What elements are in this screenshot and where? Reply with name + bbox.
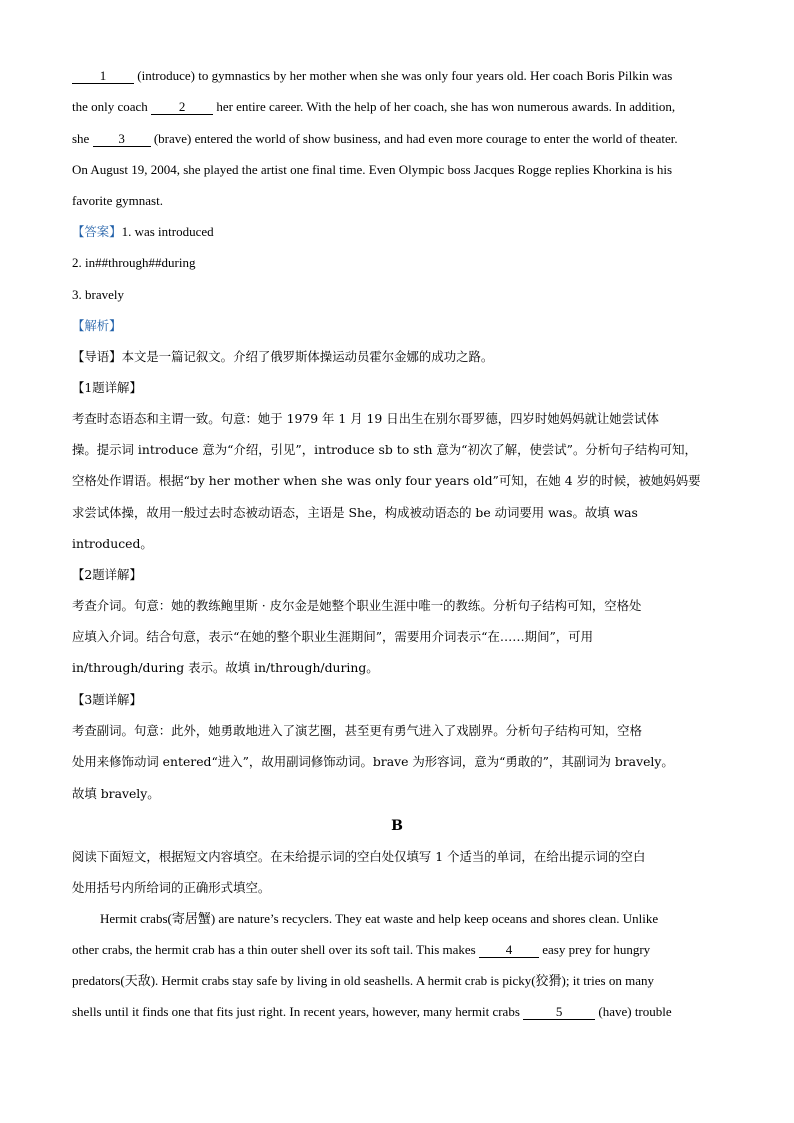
passage-b-line-1: Hermit crabs(寄居蟹) are nature’s recyclers. They eat waste and help keep oceans and shores clean. Unlike — [100, 911, 659, 926]
passage-line-5: favorite gymnast. — [72, 193, 163, 208]
guide-text: 本文是一篇记叙文。介绍了俄罗斯体操运动员霍尔金娜的成功之路。 — [121, 349, 494, 364]
passage-b-line-3: predators(天敌). Hermit crabs stay safe by living in old seashells. A hermit crab is picky(狡猾); it tries on many — [72, 973, 654, 988]
passage-text: her entire career. With the help of her coach, she has won numerous awards. In addition, — [216, 99, 676, 114]
passage-line-4: On August 19, 2004, she played the artist one final time. Even Olympic boss Jacques Rogge replies Khorkina is his — [72, 162, 673, 177]
passage-text: easy prey for hungry — [542, 942, 651, 957]
instruction-line: 阅读下面短文，根据短文内容填空。在未给提示词的空白处仅填写 1 个适当的单词，在给出提示词的空白 — [72, 849, 646, 864]
q3-title: 【3题详解】 — [72, 692, 142, 707]
answer-3: 3. bravely — [72, 287, 124, 302]
passage-text: (introduce) to gymnastics by her mother when she was only four years old. Her coach Boris Pilkin was — [137, 68, 673, 83]
guide-line — [72, 348, 742, 366]
q2-line: in/through/during 表示。故填 in/through/during。 — [72, 660, 379, 675]
passage-b-line-2 — [72, 941, 742, 959]
guide-label: 【导语】 — [72, 349, 122, 364]
q3-line: 考查副词。句意：此外，她勇敢地进入了演艺圈，甚至更有勇气进入了戏剧界。分析句子结构可知，空格 — [72, 723, 642, 738]
blank-2: 2 — [151, 100, 213, 115]
passage-text: other crabs, the hermit crab has a thin outer shell over its soft tail. This makes — [72, 942, 476, 957]
blank-5: 5 — [523, 1005, 595, 1020]
q1-line: 操。提示词 introduce 意为“介绍，引见”，introduce sb to sth 意为“初次了解，使尝试”。分析句子结构可知， — [72, 442, 697, 457]
answer-line-1 — [72, 223, 742, 241]
answer-label: 【答案】 — [72, 224, 122, 239]
passage-line-2 — [72, 98, 742, 116]
q2-line: 考查介词。句意：她的教练鲍里斯 · 皮尔金是她整个职业生涯中唯一的教练。分析句子结构可知，空格处 — [72, 598, 642, 613]
blank-3: 3 — [93, 132, 151, 147]
answer-1: 1. was introduced — [121, 224, 214, 239]
q1-line: 考查时态语态和主谓一致。句意：她于 1979 年 1 月 19 日出生在别尔哥罗德，四岁时她妈妈就让她尝试体 — [72, 411, 659, 426]
passage-line-1 — [72, 67, 742, 85]
passage-text: (brave) entered the world of show business, and had even more courage to enter the world of theater. — [153, 131, 678, 146]
q3-line: 故填 bravely。 — [72, 786, 160, 801]
blank-4: 4 — [479, 943, 539, 958]
passage-text: shells until it finds one that fits just right. In recent years, however, many hermit crabs — [72, 1004, 520, 1019]
q3-line: 处用来修饰动词 entered“进入”，故用副词修饰动词。brave 为形容词，意为“勇敢的”，其副词为 bravely。 — [72, 754, 674, 769]
analysis-label: 【解析】 — [72, 318, 122, 333]
q1-title: 【1题详解】 — [72, 380, 142, 395]
q2-line: 应填入介词。结合句意，表示“在她的整个职业生涯期间”，需要用介词表示“在……期间”，可用 — [72, 629, 593, 644]
q1-line: introduced。 — [72, 536, 153, 551]
passage-text: she — [72, 131, 90, 146]
q1-line: 求尝试体操，故用一般过去时态被动语态，主语是 She，构成被动语态的 be 动词要用 was。故填 was — [72, 505, 638, 520]
passage-text: the only coach — [72, 99, 148, 114]
blank-1: 1 — [72, 69, 134, 84]
q2-title: 【2题详解】 — [72, 567, 142, 582]
passage-b-line-4 — [72, 1003, 742, 1021]
passage-line-3 — [72, 130, 742, 148]
passage-text: (have) trouble — [598, 1004, 672, 1019]
answer-2: 2. in##through##during — [72, 255, 196, 270]
q1-line: 空格处作谓语。根据“by her mother when she was only four years old”可知，在她 4 岁的时候，被她妈妈要 — [72, 473, 701, 488]
section-b-heading: B — [391, 818, 403, 834]
instruction-line: 处用括号内所给词的正确形式填空。 — [72, 880, 271, 895]
